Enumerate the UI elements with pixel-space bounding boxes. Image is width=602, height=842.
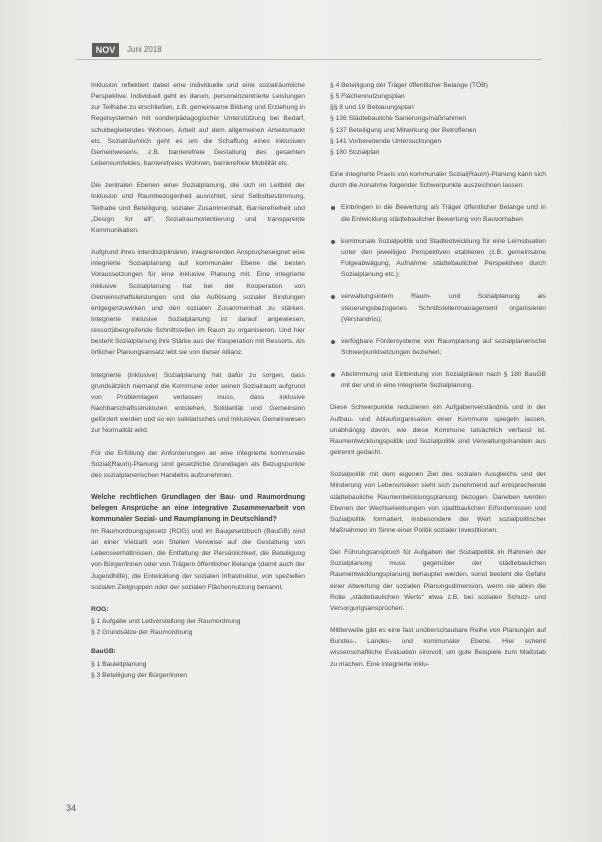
bullet-list <box>330 202 546 391</box>
paragraph: Der Führungsanspruch für Aufgaben der Sozialpolitik im Rahmen der Sozialplanung muss gegenüber der städtebaulichen Raumentwicklungsplanung behauptet werden, sonst besteht die Gefahr einer Abwertung der sozialen Planungsdimension, wenn sie allein die Rolle „städtebaulichen Werts“ etwa z.B. bei sozialen Schutz- und Versorgungsansprüchen. <box>330 549 546 612</box>
paragraph: Inklusion reflektiert dabei eine individuelle und eine sozialräumliche Perspektive. Individuell geht es darum, personenzentrierte Leistungen zur Teilhabe zu erschließen, z.B. gemeinsame Bildung und Erziehung in Regelsystemen mit sonderpädagogischer Unterstützung bei Bedarf, schulbegleitendes Wohnen, Arbeit auf dem allgemeinen Arbeitsmarkt etc. Sozialräumlich geht es um die Schaffung eines inklusiven Gemeinwesens, z.B. barrierefreie Gestaltung des gesamten Lebensumfeldes, barrierefreies Wohnen, barrierefreie Mobilität etc. <box>91 82 305 168</box>
list-item: § 136 Städtebauliche Sanierungsmaßnahmen <box>330 115 467 123</box>
bullet-item <box>330 369 546 391</box>
page-number: 34 <box>66 803 77 813</box>
bullet-text: verfügbare Fördersysteme von Raumplanung auf sozialplanerische Schwerpunktsetzungen beziehen; <box>341 337 546 356</box>
bullet-text: Abstimmung und Einbindung von Sozialplänen nach § 180 BauGB mit der und in eine integrierte Sozialplanung. <box>341 371 546 390</box>
header-rule <box>76 59 542 60</box>
list-item: § 2 Grundsätze der Raumordnung <box>91 629 193 637</box>
list-item: § 5 Flächennutzungsplan <box>330 93 405 101</box>
list-item: §§ 8 und 10 Bebauungsplan <box>330 104 414 112</box>
rog-label: ROG: <box>91 605 109 613</box>
paragraph: Sozialpolitik mit dem eigenen Ziel des sozialen Ausgleichs und der Minderung von Lebensrisiken sieht sich zunehmend auf entsprechende städtebauliche Raumentwicklungsplanung bezogen. Daneben werden Ebenen der Wechselwirkungen von stadtbaulichen Erfordernissen und Sozialpolitik formatiert, insbesondere der Wert sozialpolitischer Maßnahmen im Sinne einer Politik sozialer Investitionen. <box>330 471 546 534</box>
bullet-text: verwaltungsintern Raum- und Sozialplanung als steuerungsbezogenes Schnittstellenmanagement organisieren (Verstandnis); <box>341 293 546 323</box>
rog-list <box>91 616 305 638</box>
bullet-icon <box>331 340 335 344</box>
right-column <box>330 80 546 681</box>
baugb-list <box>91 659 305 681</box>
list-item: § 141 Vorbereitende Untersuchungen <box>330 137 442 145</box>
section-tag: NOV <box>92 43 119 57</box>
bullet-icon <box>331 206 335 210</box>
bullet-text: kommunale Sozialpolitik und Stadtentwicklung für eine Lernsituation unter den jeweiligen Perspektiven etablieren (z.B. gemeinsame Folgeabwägung, Aufnahme städtebaulicher Perspektiven durch Sozialplanung etc.); <box>341 237 546 279</box>
baugb-label: BauGB: <box>91 648 116 656</box>
bullet-icon <box>331 295 335 299</box>
paragraph: Integrierte (inklusive) Sozialplanung hat dafür zu sorgen, dass grundsätzlich niemand die Kommune oder seinen Sozialraum aufgrund von Problemlagen verlassen muss, dass inklusive Nachbarschaftsstrukturen entstehen, Solidarität und Gemeinsinn gefördert werden und so ein solidarisches und inklusives Gemeinwesen zur Normalität wird. <box>91 371 305 435</box>
list-item: § 3 Beteiligung der Bürger/innen <box>91 671 187 679</box>
list-item: § 4 Beteiligung der Träger öffentlicher Belange (TÖB) <box>330 82 488 89</box>
paragraph: Für die Erfüllung der Anforderungen an eine integrierte kommunale Sozial(Raum)-Planung sind gesetzliche Grundlagen als Bezugspunkte des sozialplanerischen Handelns aufzunehmen. <box>91 449 305 479</box>
list-item: § 180 Sozialplan <box>330 148 380 156</box>
paragraph: Mittlerweile gibt es eine fast unüberschaubare Reihe von Planungen auf Bundes-, Landes- und kommunaler Ebene. Hier scheint wissenschaftliche Evaluation sinnvoll, um gute Beispiele zum Maßstab zu machen. Eine integrierte inklu- <box>330 627 546 668</box>
paragraph: Diese Schwerpunkte reduzieren ein Aufgabenverständnis und in der Aufbau- und Ablauforganisation einer Kommune spiegeln lassen, unabhängig davon, wie diese Kommune tatsächlich verfasst ist. Raumentwicklungspolitik und Sozialpolitik sind Verwaltungshandeln aus getrennt gedacht. <box>330 404 546 457</box>
paragraph: Die zentralen Ebenen einer Sozialplanung, die sich im Leitbild der Inklusion und Raumbezogenheit ausrichtet, sind Selbstbestimmung, Teilhabe und Beteiligung, sozialer Zusammenhalt, Barrierefreiheit und „Design for all“, Sozialraumorientierung und transparente Kommunikation. <box>91 182 305 234</box>
issue-date: Juni 2018 <box>127 45 162 54</box>
bullet-icon <box>331 373 335 377</box>
paragraph: Aufgrund ihres interdisziplinären, integrierenden Ansprucheseignet eine integrierte Sozialplanung auf kommunaler Ebene die besten Voraussetzungen für eine inklusive Planung mit. Eine integrierte inklusive Sozialplanung hat bei der Kooperation von Gemeinschaftsleistungen und die Auflösung sozialer Bindungen entgegenzuwirken und den sozialen Zusammenhalt zu stärken. Integrierte inklusive Sozialplanung ist darauf angewiesen, ressortübergreifende Schnittstellen im Raum zu organisieren. Und hier besteht Sozialplanung ihre Stärke aus der Kooperation mit Ressorts. Als örtlicher Planungsansatz lebt sie von dieser Allianz. <box>91 249 305 357</box>
bullet-item <box>330 202 546 224</box>
bullet-icon <box>331 240 335 244</box>
list-item: § 1 Bauleitplanung <box>91 660 147 668</box>
left-column <box>91 80 305 681</box>
list-item: § 137 Beteiligung und Mitwirkung der Betroffenen <box>330 126 477 134</box>
law-list <box>330 80 546 158</box>
bullet-item <box>330 291 546 324</box>
bullet-item <box>330 236 546 281</box>
bullet-item <box>330 336 546 358</box>
question-heading: Welche rechtlichen Grundlagen der Bau- und Raumordnung belegen Ansprüche an eine integrative Zusammenarbeit von kommunaler Sozial- und Raumplanung in Deutschland? <box>91 494 305 523</box>
paragraph: Eine integrierte Praxis von kommunaler Sozial(Raum)-Planung kann sich durch die Annahme folgender Schwerpunkte auszeichnen lassen: <box>330 171 546 190</box>
bullet-text: Einbringen in die Bewertung als Träger öffentlicher Belange und in die Entwicklung städtebaulicher Bewertung von Bauvorhaben <box>341 204 546 223</box>
paragraph: Im Raumordnungsgesetz (ROG) und im Baugesetzbuch (BauGB) sind an einer Vielzahl von Stellen Verweise auf die Gestaltung von Lebensverhältnissen, die Entfaltung der Persönlichkeit, die Beteiligung von Bürger/innen oder von Trägern öffentlicher Belange (damit auch der Jugendhilfe), die Entwicklung der sozialen Infrastruktur, von speziellen sozialen Zielgruppen oder der sozialen Flächennutzung benannt. <box>91 528 305 591</box>
list-item: § 1 Aufgabe und Leitvorstellung der Raumordnung <box>91 618 241 626</box>
